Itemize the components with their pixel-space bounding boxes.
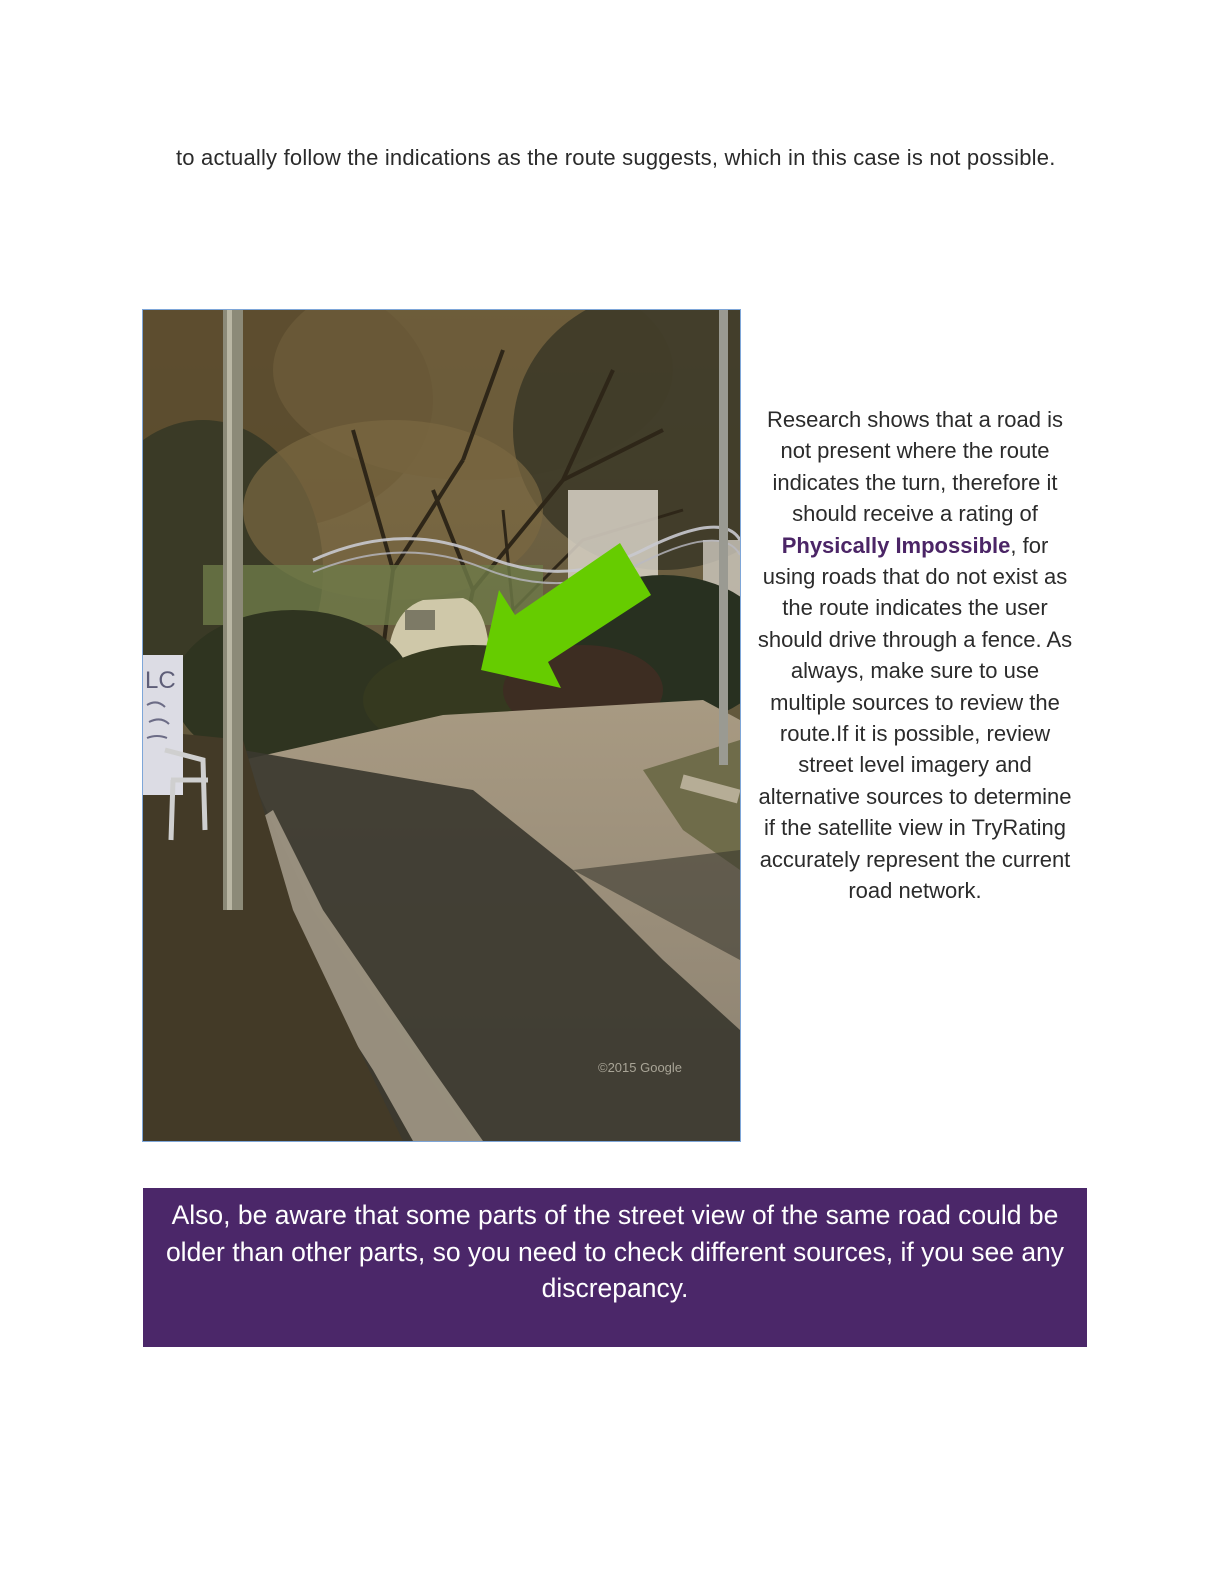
rating-name: Physically Impossible	[781, 532, 1011, 558]
notice-banner	[143, 1188, 1087, 1347]
side-note	[756, 404, 1074, 907]
intro-paragraph: to actually follow the indications as the route suggests, which in this case is not possible.	[176, 145, 1056, 170]
notice-text: Also, be aware that some parts of the street view of the same road could be older than other parts, so you need to check different sources, if you see any discrepancy.	[165, 1200, 1065, 1303]
side-note-text-after: , for using roads that do not exist as the route indicates the user should drive through a fence. As always, make sure to use multiple sources to review the route.If it is possible, review street level imagery and alternative sources to determine if the satellite view in TryRating accurately represent the current road network.	[757, 532, 1073, 904]
side-note-text-before: Research shows that a road is not present where the route indicates the turn, therefore it should receive a rating of	[767, 407, 1063, 527]
sign-lettering: LC	[145, 667, 176, 694]
street-view-photo	[142, 309, 741, 1142]
street-view-illustration	[143, 310, 740, 1141]
photo-watermark: ©2015 Google	[598, 1060, 683, 1075]
